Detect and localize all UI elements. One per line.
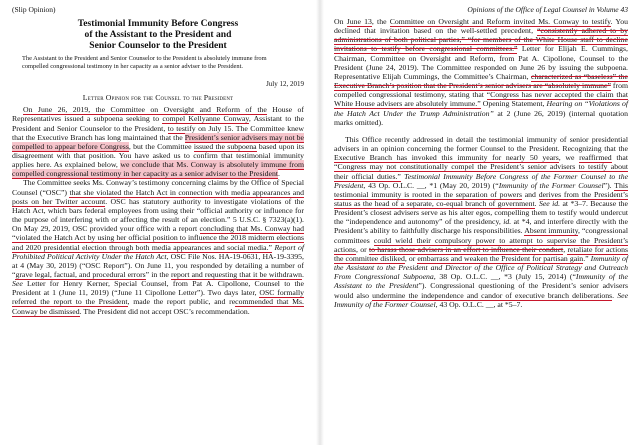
text-run: Letter for Henry Kerner, Special Counsel, from Pat A. Cipollone, Counsel to the President at 1 (June 11, 2019) (“June 11 Cipollone Letter”). Two days later, xyxy=(12,279,304,298)
text-run: at *3–7. Because the President’s closest advisers serve as his alter egos, compelling them to testify would undercut the “independence and autonomy” of the presidency, xyxy=(334,198,628,227)
text-run: ”). xyxy=(603,180,615,190)
case-citation: Immunity of the Former Counsel xyxy=(498,180,604,190)
underlined-text: “Congress may not constitutionally compel the President’s senior advisers to testify about their official duties.” xyxy=(334,162,628,181)
text-run: . xyxy=(278,169,280,179)
opinion-title xyxy=(12,18,304,51)
underlined-text: “Congress has never accepted the claim that White House advisers are absolutely immune.” xyxy=(334,90,629,109)
body-paragraph-1 xyxy=(12,105,304,178)
headnote-summary: The Assistant to the President and Senior Counselor to the President is absolutely immune from compelled congressional testimony in her capacity as a senior adviser to the President. xyxy=(22,55,267,70)
struck-text: characterized as “baseless” the Executive Branch’s position that the President’s senior advisers are “absolutely immune” xyxy=(334,71,628,91)
underlined-text: This testimonial immunity is rooted in the separation of powers xyxy=(334,180,628,199)
underlined-text: reaffirmed xyxy=(579,153,612,163)
underlined-text: retaliate for actions the committee disliked xyxy=(334,244,628,263)
underlined-text: June 13 xyxy=(346,17,372,26)
right-page xyxy=(324,0,640,445)
underlined-text: could wield their compulsory power to attempt to supervise the President’s actions xyxy=(334,235,628,254)
text-run: . The President did not accept OSC’s recommendation. xyxy=(79,306,250,316)
text-run: that xyxy=(611,153,629,163)
text-run: . xyxy=(534,198,539,208)
text-run: , xyxy=(563,244,568,254)
text-run: , 38 Op. O.L.C. __, *3 (July 15, 2014) (“ xyxy=(433,272,576,282)
text-run: , the xyxy=(371,17,390,26)
highlighted-text: we conclude that Ms. Conway is absolutely immune from compelled congressional testimony in her capacity as a senior adviser to the President xyxy=(12,160,305,179)
text-run: , but the Committee xyxy=(128,141,194,151)
text-run: , “congressional committees xyxy=(334,226,629,245)
underlined-text: concluding that Ms. Conway had “violated the Hatch Act by using her official position to influence the 2018 midterm elections and 2020 presidential election through both media appearances and social media.” xyxy=(12,224,304,252)
body-paragraph-4 xyxy=(334,135,628,309)
body-paragraph-3 xyxy=(334,17,628,127)
highlighted-text: President’s senior advisers may not be compelled to appear before Congress xyxy=(12,132,304,151)
text-run: , made the report public, and re xyxy=(127,297,236,307)
text-run: . OSC has statutory authority to investigate violations of the Hatch Act, which bars federal employees from using their “official authority or influence for the purpose of interfering with or affecting the result of an election.” 5 U.S.C. § 7323(a)(1). On May 29, 2019, OSC provided your office with a report xyxy=(12,196,305,234)
see-signal: See id. xyxy=(538,198,561,208)
text-run: On xyxy=(334,17,347,26)
opinion-heading: Letter Opinion for the Counsel to the President xyxy=(82,93,234,103)
text-run: . xyxy=(612,290,618,300)
hearing-citation: Hearing on “Violations of the Hatch Act Under the Trump Administration” xyxy=(334,99,628,118)
case-citation: Immunity of the Assistant to the President xyxy=(334,272,628,291)
text-run: , 43 Op. O.L.C. __, at *5–7. xyxy=(435,299,523,309)
title-line: Senior Counselor to the President xyxy=(89,40,227,51)
body-paragraph-2 xyxy=(12,178,304,315)
text-run: This Office recently addressed in detail the testimonial immunity of senior presidential advisers in an opinion concerning the former Counsel to the President. Recognizing that the xyxy=(334,134,628,154)
text-run: ” in the xyxy=(145,270,171,279)
struck-text: “consistently adhered to by administrations of both political parties,” “for members of the White House staff to decline invitations to testify before congressional committees.” xyxy=(334,26,628,54)
text-run: , Assistant to the President and Senior Counselor to the President, xyxy=(12,114,304,133)
volume-running-header: Opinions of the Office of Legal Counsel in Volume 43 xyxy=(467,5,628,14)
book-gutter xyxy=(316,0,324,445)
left-page xyxy=(0,0,316,445)
see-signal: See xyxy=(12,279,23,289)
text-run: . You declined that invitation based on the well-settled precedent, xyxy=(334,17,628,36)
underlined-text: commended that Ms. Conway be dismissed xyxy=(12,297,304,316)
text-run: , we xyxy=(558,153,580,163)
underlined-text: report and requesting that it be withdrawn xyxy=(170,270,303,279)
underlined-text: compel Kellyanne Conway xyxy=(162,114,249,124)
text-run: Opening Statement, xyxy=(480,99,547,109)
underlined-text: issued the subpoena xyxy=(193,141,257,151)
opinion-date: July 12, 2019 xyxy=(266,80,304,89)
text-run: , 43 Op. O.L.C. __, *1 (May 20, 2019) (“ xyxy=(363,180,499,190)
text-run: at 2 (June 26, 2019) (internal quotation marks omitted). xyxy=(334,108,628,127)
text-run: , OSC File Nos. HA-19-0631, HA-19-3395, at 4 (May 30, 2019) (“OSC Report”). On June 11, you responded by detailing a number of “ xyxy=(12,251,304,279)
report-citation: Report of Prohibited Political Activity Under the Hatch Act xyxy=(12,242,304,261)
text-run: from compelled congressional testimony, stating that xyxy=(334,81,628,100)
text-run: . As explained below, xyxy=(49,160,121,170)
text-run: at *4, and interfere directly with the President’s ability to faithfully discharge his responsibilities. xyxy=(334,217,628,236)
slip-opinion-header: (Slip Opinion) xyxy=(12,5,56,14)
id-signal: id. xyxy=(503,217,512,227)
text-run: On June 26, 2019, the Committee on Oversight and Reform of the xyxy=(23,105,267,115)
underlined-text: derives from the President’s status as the head of a separate, co-equal branch of government xyxy=(334,189,628,208)
underlined-text: testimonial immunity applies here xyxy=(12,150,304,170)
text-run: Letter for Elijah E. Cummings, Chairman, Committee on Oversight and Reform, from Pat A. Cipollone, Counsel to the President (June 24, 2019). The Committee responded on June 26 by issuing the subpoena. Representative Elijah Cummings, the Committee’s Chairman, xyxy=(334,44,628,81)
text-run: ”). Congressional questioning of the President’s senior advisers would also xyxy=(334,281,628,300)
text-run: The Committee seeks Ms. Conway’s testimony concerning claims by the Office of Special Counsel (“OSC”) xyxy=(12,178,304,197)
text-run: . xyxy=(302,270,304,279)
underlined-text: Executive Branch has invoked this immunity for nearly 50 years xyxy=(334,153,559,163)
struck-text: to harass those advisers in an effort to influence their conduct xyxy=(368,244,564,254)
text-run: .” xyxy=(583,253,591,263)
text-run: , or xyxy=(404,253,418,263)
text-run: based upon its disagreement with that position. You have asked us to confirm that xyxy=(12,141,304,160)
case-citation: Testimonial Immunity Before Congress of the Former Counsel to the President xyxy=(334,171,629,190)
case-citation: Immunity of the Assistant to the President and Director of the Office of Political Strategy and Outreach From Congressional Subpoena xyxy=(334,253,628,282)
title-line: of the Assistant to the President and xyxy=(84,29,232,40)
text-run: and xyxy=(521,189,539,199)
text-run: , or xyxy=(355,244,369,254)
text-run: House of Representatives issued a subpoena seeking to xyxy=(12,105,304,124)
underlined-text: Absent immunity xyxy=(524,226,578,236)
text-run: . The Committee knew that the Executive Branch has long maintained that the xyxy=(12,123,304,142)
underlined-text: OSC formally referred the report to the President xyxy=(12,288,304,307)
case-citation: See Immunity of the Former Counsel xyxy=(334,290,629,309)
underlined-text: embarrass and weaken the President for partisan gain xyxy=(417,253,584,263)
underlined-text: that she violated the Hatch Act in connection with media appearances and posts on her Twitter account xyxy=(12,187,304,206)
underlined-text: Committee on Oversight and Reform invited Ms. Conway to testify xyxy=(389,17,611,26)
underlined-text: grave legal, factual, and procedural errors xyxy=(15,270,146,279)
title-line: Testimonial Immunity Before Congress xyxy=(77,18,239,29)
underlined-text: undermine the independence and candor of executive branch deliberations xyxy=(372,290,613,300)
underlined-text: to testify on July 15 xyxy=(167,123,232,133)
